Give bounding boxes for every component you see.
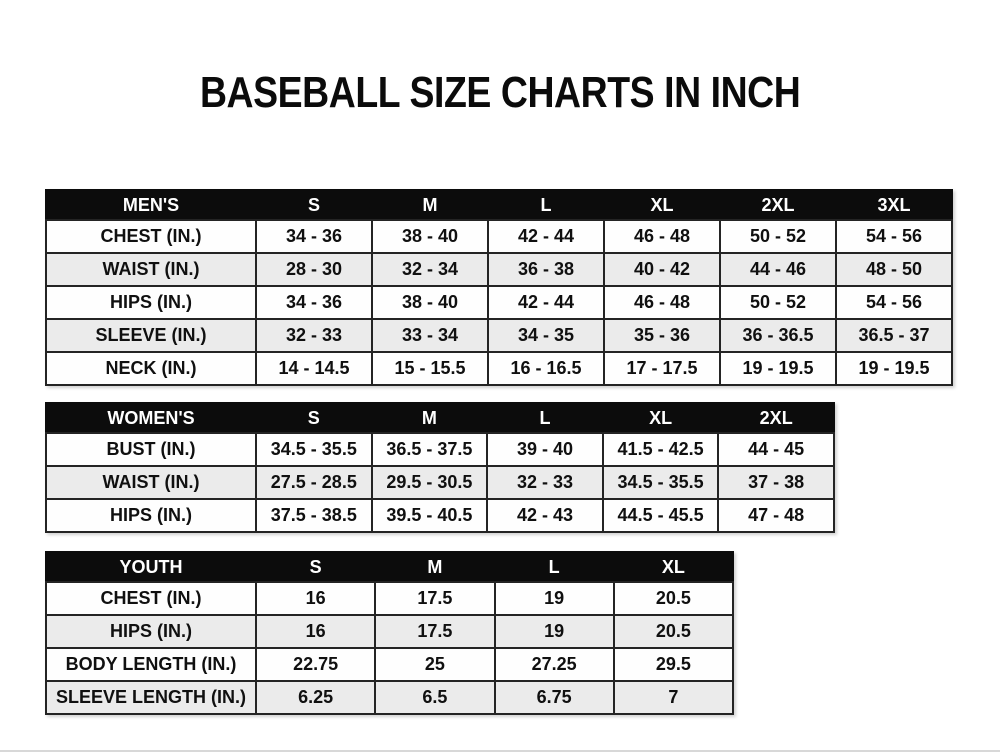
size-column-header: 3XL [836, 190, 952, 220]
size-value-cell: 32 - 34 [372, 253, 488, 286]
table-header-row [46, 552, 733, 582]
size-column-header: 2XL [720, 190, 836, 220]
table-row [46, 220, 952, 253]
size-value-cell: 17 - 17.5 [604, 352, 720, 385]
size-value-cell: 28 - 30 [256, 253, 372, 286]
size-value-cell: 42 - 44 [488, 286, 604, 319]
size-value-cell: 38 - 40 [372, 286, 488, 319]
table-title-cell: WOMEN'S [46, 403, 256, 433]
size-column-header: 2XL [718, 403, 834, 433]
size-value-cell: 33 - 34 [372, 319, 488, 352]
row-label-cell: SLEEVE (IN.) [46, 319, 256, 352]
page-title: BASEBALL SIZE CHARTS IN INCH [199, 68, 801, 117]
size-value-cell: 27.25 [495, 648, 614, 681]
size-value-cell: 34.5 - 35.5 [256, 433, 372, 466]
row-label-cell: WAIST (IN.) [46, 253, 256, 286]
row-label-cell: HIPS (IN.) [46, 286, 256, 319]
size-value-cell: 17.5 [375, 615, 494, 648]
size-value-cell: 6.25 [256, 681, 375, 714]
title-container [0, 68, 1000, 118]
size-value-cell: 48 - 50 [836, 253, 952, 286]
row-label-cell: CHEST (IN.) [46, 220, 256, 253]
size-value-cell: 14 - 14.5 [256, 352, 372, 385]
size-value-cell: 35 - 36 [604, 319, 720, 352]
size-value-cell: 34 - 36 [256, 220, 372, 253]
size-column-header: L [488, 190, 604, 220]
size-column-header: XL [614, 552, 733, 582]
size-value-cell: 42 - 43 [487, 499, 603, 532]
table-row [46, 615, 733, 648]
table-row [46, 319, 952, 352]
size-value-cell: 46 - 48 [604, 286, 720, 319]
table-row [46, 582, 733, 615]
table-row [46, 499, 834, 532]
size-value-cell: 38 - 40 [372, 220, 488, 253]
size-value-cell: 34.5 - 35.5 [603, 466, 719, 499]
size-column-header: S [256, 190, 372, 220]
row-label-cell: WAIST (IN.) [46, 466, 256, 499]
size-value-cell: 47 - 48 [718, 499, 834, 532]
size-value-cell: 20.5 [614, 582, 733, 615]
size-value-cell: 44.5 - 45.5 [603, 499, 719, 532]
row-label-cell: SLEEVE LENGTH (IN.) [46, 681, 256, 714]
row-label-cell: HIPS (IN.) [46, 499, 256, 532]
table-header-row [46, 403, 834, 433]
size-value-cell: 7 [614, 681, 733, 714]
size-column-header: L [495, 552, 614, 582]
table-row [46, 253, 952, 286]
size-value-cell: 37.5 - 38.5 [256, 499, 372, 532]
size-value-cell: 46 - 48 [604, 220, 720, 253]
size-value-cell: 34 - 35 [488, 319, 604, 352]
mens-size-table [45, 189, 953, 386]
size-value-cell: 32 - 33 [487, 466, 603, 499]
size-value-cell: 44 - 45 [718, 433, 834, 466]
table-title-cell: YOUTH [46, 552, 256, 582]
row-label-cell: HIPS (IN.) [46, 615, 256, 648]
table-row [46, 286, 952, 319]
size-column-header: M [372, 190, 488, 220]
youth-size-table [45, 551, 734, 715]
size-value-cell: 17.5 [375, 582, 494, 615]
row-label-cell: CHEST (IN.) [46, 582, 256, 615]
size-column-header: S [256, 403, 372, 433]
table-row [46, 433, 834, 466]
size-value-cell: 19 - 19.5 [720, 352, 836, 385]
size-value-cell: 40 - 42 [604, 253, 720, 286]
size-value-cell: 25 [375, 648, 494, 681]
size-value-cell: 22.75 [256, 648, 375, 681]
size-value-cell: 6.75 [495, 681, 614, 714]
size-value-cell: 15 - 15.5 [372, 352, 488, 385]
size-column-header: XL [604, 190, 720, 220]
row-label-cell: BUST (IN.) [46, 433, 256, 466]
table-row [46, 466, 834, 499]
size-column-header: S [256, 552, 375, 582]
size-value-cell: 50 - 52 [720, 220, 836, 253]
size-value-cell: 19 [495, 582, 614, 615]
table-row [46, 681, 733, 714]
table-row [46, 352, 952, 385]
size-value-cell: 39 - 40 [487, 433, 603, 466]
size-value-cell: 29.5 - 30.5 [372, 466, 488, 499]
size-value-cell: 16 - 16.5 [488, 352, 604, 385]
table-row [46, 648, 733, 681]
size-value-cell: 44 - 46 [720, 253, 836, 286]
womens-size-table [45, 402, 835, 533]
size-value-cell: 16 [256, 615, 375, 648]
size-value-cell: 36.5 - 37.5 [372, 433, 488, 466]
size-value-cell: 41.5 - 42.5 [603, 433, 719, 466]
size-value-cell: 6.5 [375, 681, 494, 714]
size-value-cell: 54 - 56 [836, 286, 952, 319]
table-header-row [46, 190, 952, 220]
size-value-cell: 29.5 [614, 648, 733, 681]
row-label-cell: NECK (IN.) [46, 352, 256, 385]
size-value-cell: 19 - 19.5 [836, 352, 952, 385]
size-column-header: M [375, 552, 494, 582]
size-value-cell: 32 - 33 [256, 319, 372, 352]
size-value-cell: 37 - 38 [718, 466, 834, 499]
size-value-cell: 36.5 - 37 [836, 319, 952, 352]
size-column-header: XL [603, 403, 719, 433]
size-value-cell: 39.5 - 40.5 [372, 499, 488, 532]
row-label-cell: BODY LENGTH (IN.) [46, 648, 256, 681]
table-title-cell: MEN'S [46, 190, 256, 220]
size-value-cell: 19 [495, 615, 614, 648]
size-column-header: L [487, 403, 603, 433]
size-value-cell: 54 - 56 [836, 220, 952, 253]
size-value-cell: 34 - 36 [256, 286, 372, 319]
size-value-cell: 36 - 38 [488, 253, 604, 286]
size-value-cell: 50 - 52 [720, 286, 836, 319]
size-value-cell: 42 - 44 [488, 220, 604, 253]
size-value-cell: 16 [256, 582, 375, 615]
size-value-cell: 20.5 [614, 615, 733, 648]
size-value-cell: 36 - 36.5 [720, 319, 836, 352]
size-value-cell: 27.5 - 28.5 [256, 466, 372, 499]
size-column-header: M [372, 403, 488, 433]
